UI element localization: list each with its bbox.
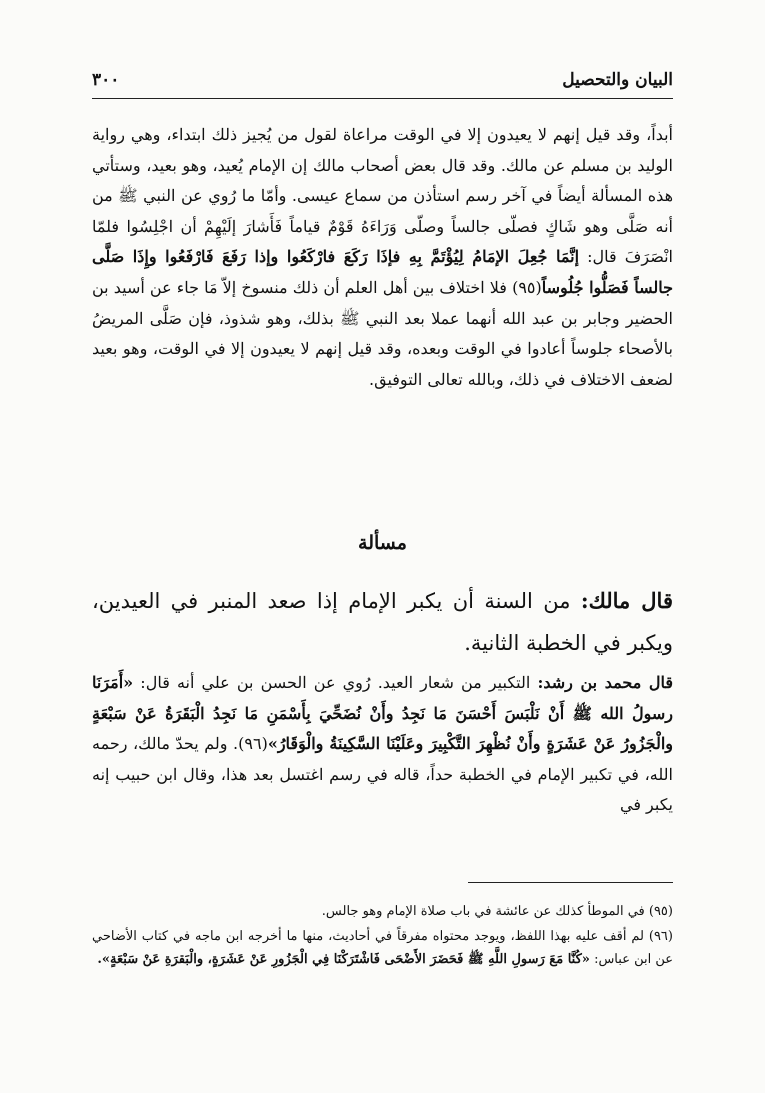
book-title: البيان والتحصيل (562, 70, 673, 90)
paragraph-text: أبداً، وقد قيل إنهم لا يعيدون إلا في الوقت مراعاة لقول من يُجيز ذلك ابتداء، وهي رواية الوليد بن مسلم عن مالك. وقد قال بعض أصحاب مالك إن الإمام يُعيد، وهو بعيد، وستأتي هذه المسألة أيضاً في آخر رسم استأذن من سماع عيسى. وأمّا ما رُوي عن النبي ﷺ من أنه صَلَّى وهو شَاكٍ فصلّى جالساً وصلّى وَرَاءَهُ قَوْمٌ قياماً فَأَشارَ إلَيْهِمْ أن اجْلِسُوا فلمّا انْصَرَفَ قال: (92, 125, 673, 267)
footnote-96-quote: «كُنَّا مَعَ رَسولِ اللَّهِ ﷺ فَحَضَرَ الأَضْحَى فَاشْتَرَكْنَا فِي الْجَزُورِ عَنْ عَشَرَةٍ، والْبَقرَةِ عَنْ سَبْعَةٍ». (97, 952, 590, 967)
malik-speaker: قال مالك: (580, 588, 673, 613)
malik-text: من السنة أن يكبر الإمام إذا صعد المنبر في العيدين، ويكبر في الخطبة الثانية. (92, 589, 673, 655)
section-heading: مسألة (358, 532, 407, 554)
running-header (92, 70, 673, 99)
footnotes (92, 900, 673, 973)
page-number: ٣٠٠ (92, 70, 120, 90)
hadith-quote: إنَّمَا جُعِلَ الإمَامُ لِيُؤْتَمَّ بِهِ فإذَا رَكَعَ فارْكَعُوا وإذا رَفَعَ فَارْفَعُوا وإِذَا صَلَّى جالساً فَصَلُّوا جُلُوساً (92, 247, 673, 297)
commentary-continuation: . ولم يحدّ مالك، رحمه الله، في تكبير الإمام في الخطبة حداً، قاله في رسم اغتسل بعد هذا، وقال ابن حبيب إنه يكبر في (92, 734, 673, 815)
footnote-96 (92, 925, 673, 971)
footnote-ref-95: (٩٥) (512, 277, 542, 297)
footnote-95: (٩٥) في الموطأ كذلك عن عائشة في باب صلاة الإمام وهو جالس. (321, 904, 673, 919)
footnote-ref-96: (٩٦) (238, 734, 268, 754)
commentary-text: التكبير من شعار العيد. رُوي عن الحسن بن علي أنه قال: (140, 673, 531, 692)
footnote-96-text: (٩٦) لم أقف عليه بهذا اللفظ، ويوجد محتواه مفرقاً في أحاديث، منها ما أخرجه ابن ماجه في كتاب الأضاحي عن ابن عباس: (92, 929, 673, 967)
footnote-divider (468, 882, 673, 883)
malik-statement (92, 580, 673, 664)
hadith-quote-2: «أَمَرَنَا رسولُ الله ﷺ أَنْ نَلْبَسَ أَحْسَنَ مَا نَجِدُ وأَنْ نُضَحِّيَ بِأَسْمَنِ مَا نَجِدُ الْبَقَرَةُ عَنْ سَبْعَةٍ والْجَزُورُ عَنْ عَشَرَةٍ وأَنْ نُظْهِرَ التَّكْبِيرَ وعَلَيْنَا السَّكِينَةُ والْوَقَارُ» (92, 673, 673, 754)
ibn-rushd-speaker: قال محمد بن رشد: (537, 673, 674, 692)
paragraph-continuation: فلا اختلاف بين أهل العلم أن ذلك منسوخ إلاّ مَا جاء عن أسيد بن الحضير وجابر بن عبد الله أنهما عملا بعد النبي ﷺ بذلك، وهو شذوذ، فإن صَلَّى المريضُ بالأصحاء جلوساً أعادوا في الوقت وبعده، وقد قيل إنهم لا يعيدون إلا في الوقت، وهو بعيد لضعف الاختلاف في ذلك، وبالله تعالى التوفيق. (92, 277, 673, 389)
main-paragraph (92, 120, 673, 395)
ibn-rushd-commentary (92, 668, 673, 821)
